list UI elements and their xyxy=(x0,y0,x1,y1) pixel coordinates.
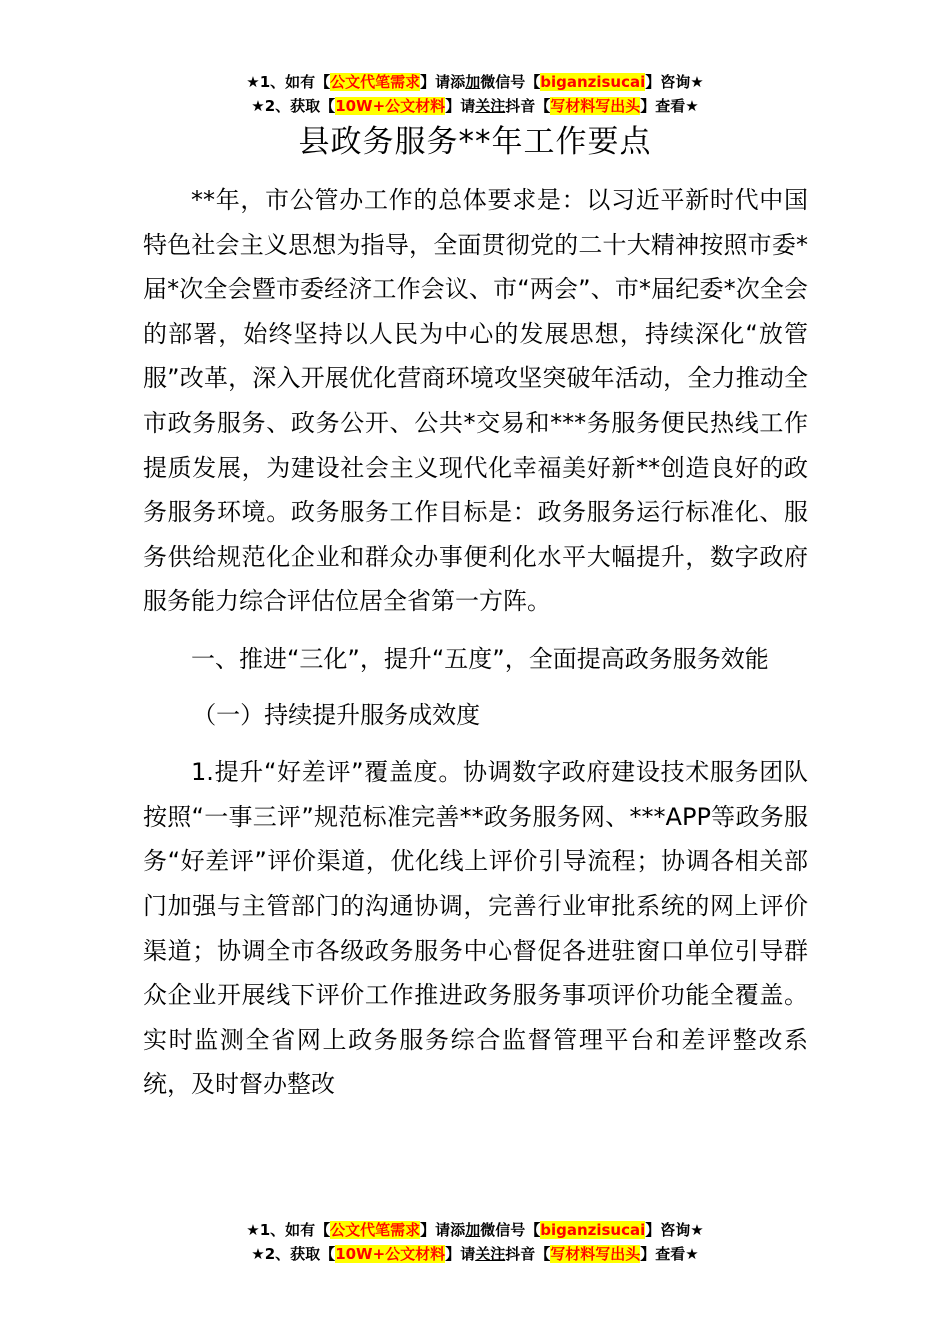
banner-text: ★1、如有【 xyxy=(246,1221,331,1239)
banner-highlight-douyin: 写材料写出头 xyxy=(550,1245,641,1263)
banner-text: 】咨询★ xyxy=(645,1221,704,1239)
banner-text: ★2、获取【 xyxy=(251,1245,336,1263)
banner-line-1 xyxy=(0,1218,950,1242)
banner-underlined-text: 加 xyxy=(465,73,481,91)
banner-text: 】查看★ xyxy=(640,1245,699,1263)
document-body xyxy=(143,178,808,1107)
banner-underlined-text: 关注 xyxy=(475,1245,506,1263)
banner-highlight-douyin: 写材料写出头 xyxy=(550,97,641,115)
banner-line-2 xyxy=(0,1242,950,1266)
banner-highlight-wechat-id: biganzisucai xyxy=(540,73,646,91)
banner-text: ★2、获取【 xyxy=(251,97,336,115)
banner-text: 抖音【 xyxy=(505,1245,551,1263)
banner-highlight-wechat-id: biganzisucai xyxy=(540,1221,646,1239)
paragraph-intro: **年，市公管办工作的总体要求是：以习近平新时代中国特色社会主义思想为指导，全面贯彻党的二十大精神按照市委*届*次全会暨市委经济工作会议、市“两会”、市*届纪委*次全会的部署，始终坚持以人民为中心的发展思想，持续深化“放管服”改革，深入开展优化营商环境攻坚突破年活动，全力推动全市政务服务、政务公开、公共*交易和***务服务便民热线工作提质发展，为建设社会主义现代化幸福美好新**创造良好的政务服务环境。政务服务工作目标是：政务服务运行标准化、服务供给规范化企业和群众办事便利化水平大幅提升，数字政府服务能力综合评估位居全省第一方阵。 xyxy=(143,186,808,616)
banner-line-1 xyxy=(0,70,950,94)
section-heading-1: 一、推进“三化”，提升“五度”，全面提高政务服务效能 xyxy=(191,644,769,673)
banner-highlight-service: 公文代笔需求 xyxy=(330,73,421,91)
paragraph-item-1: 1.提升“好差评”覆盖度。协调数字政府建设技术服务团队按照“一事三评”规范标准完善**政务服务网、***APP等政务服务“好差评”评价渠道，优化线上评价引导流程；协调各相关部门加强与主管部门的沟通协调，完善行业审批系统的网上评价渠道；协调全市各级政务服务中心督促各进驻窗口单位引导群众企业开展线下评价工作推进政务服务事项评价功能全覆盖。实时监测全省网上政务服务综合监督管理平台和差评整改系统，及时督办整改 xyxy=(143,758,808,1099)
banner-highlight-service: 公文代笔需求 xyxy=(330,1221,421,1239)
banner-text: 】请添 xyxy=(420,73,466,91)
banner-text: 】查看★ xyxy=(640,97,699,115)
subsection-heading-1: （一）持续提升服务成效度 xyxy=(192,700,481,729)
banner-highlight-materials: 10W+公文材料 xyxy=(335,1245,446,1263)
banner-line-2 xyxy=(0,94,950,118)
header-banner xyxy=(0,70,950,118)
banner-underlined-text: 关注 xyxy=(475,97,506,115)
banner-text: 微信号【 xyxy=(480,73,541,91)
banner-text: 抖音【 xyxy=(505,97,551,115)
banner-text: 】请 xyxy=(445,97,476,115)
banner-highlight-materials: 10W+公文材料 xyxy=(335,97,446,115)
banner-text: 】请添 xyxy=(420,1221,466,1239)
banner-text: 】咨询★ xyxy=(645,73,704,91)
banner-text: 】请 xyxy=(445,1245,476,1263)
banner-underlined-text: 加 xyxy=(465,1221,481,1239)
document-title: 县政务服务**年工作要点 xyxy=(298,124,652,160)
banner-text: 微信号【 xyxy=(480,1221,541,1239)
banner-text: ★1、如有【 xyxy=(246,73,331,91)
footer-banner xyxy=(0,1218,950,1266)
